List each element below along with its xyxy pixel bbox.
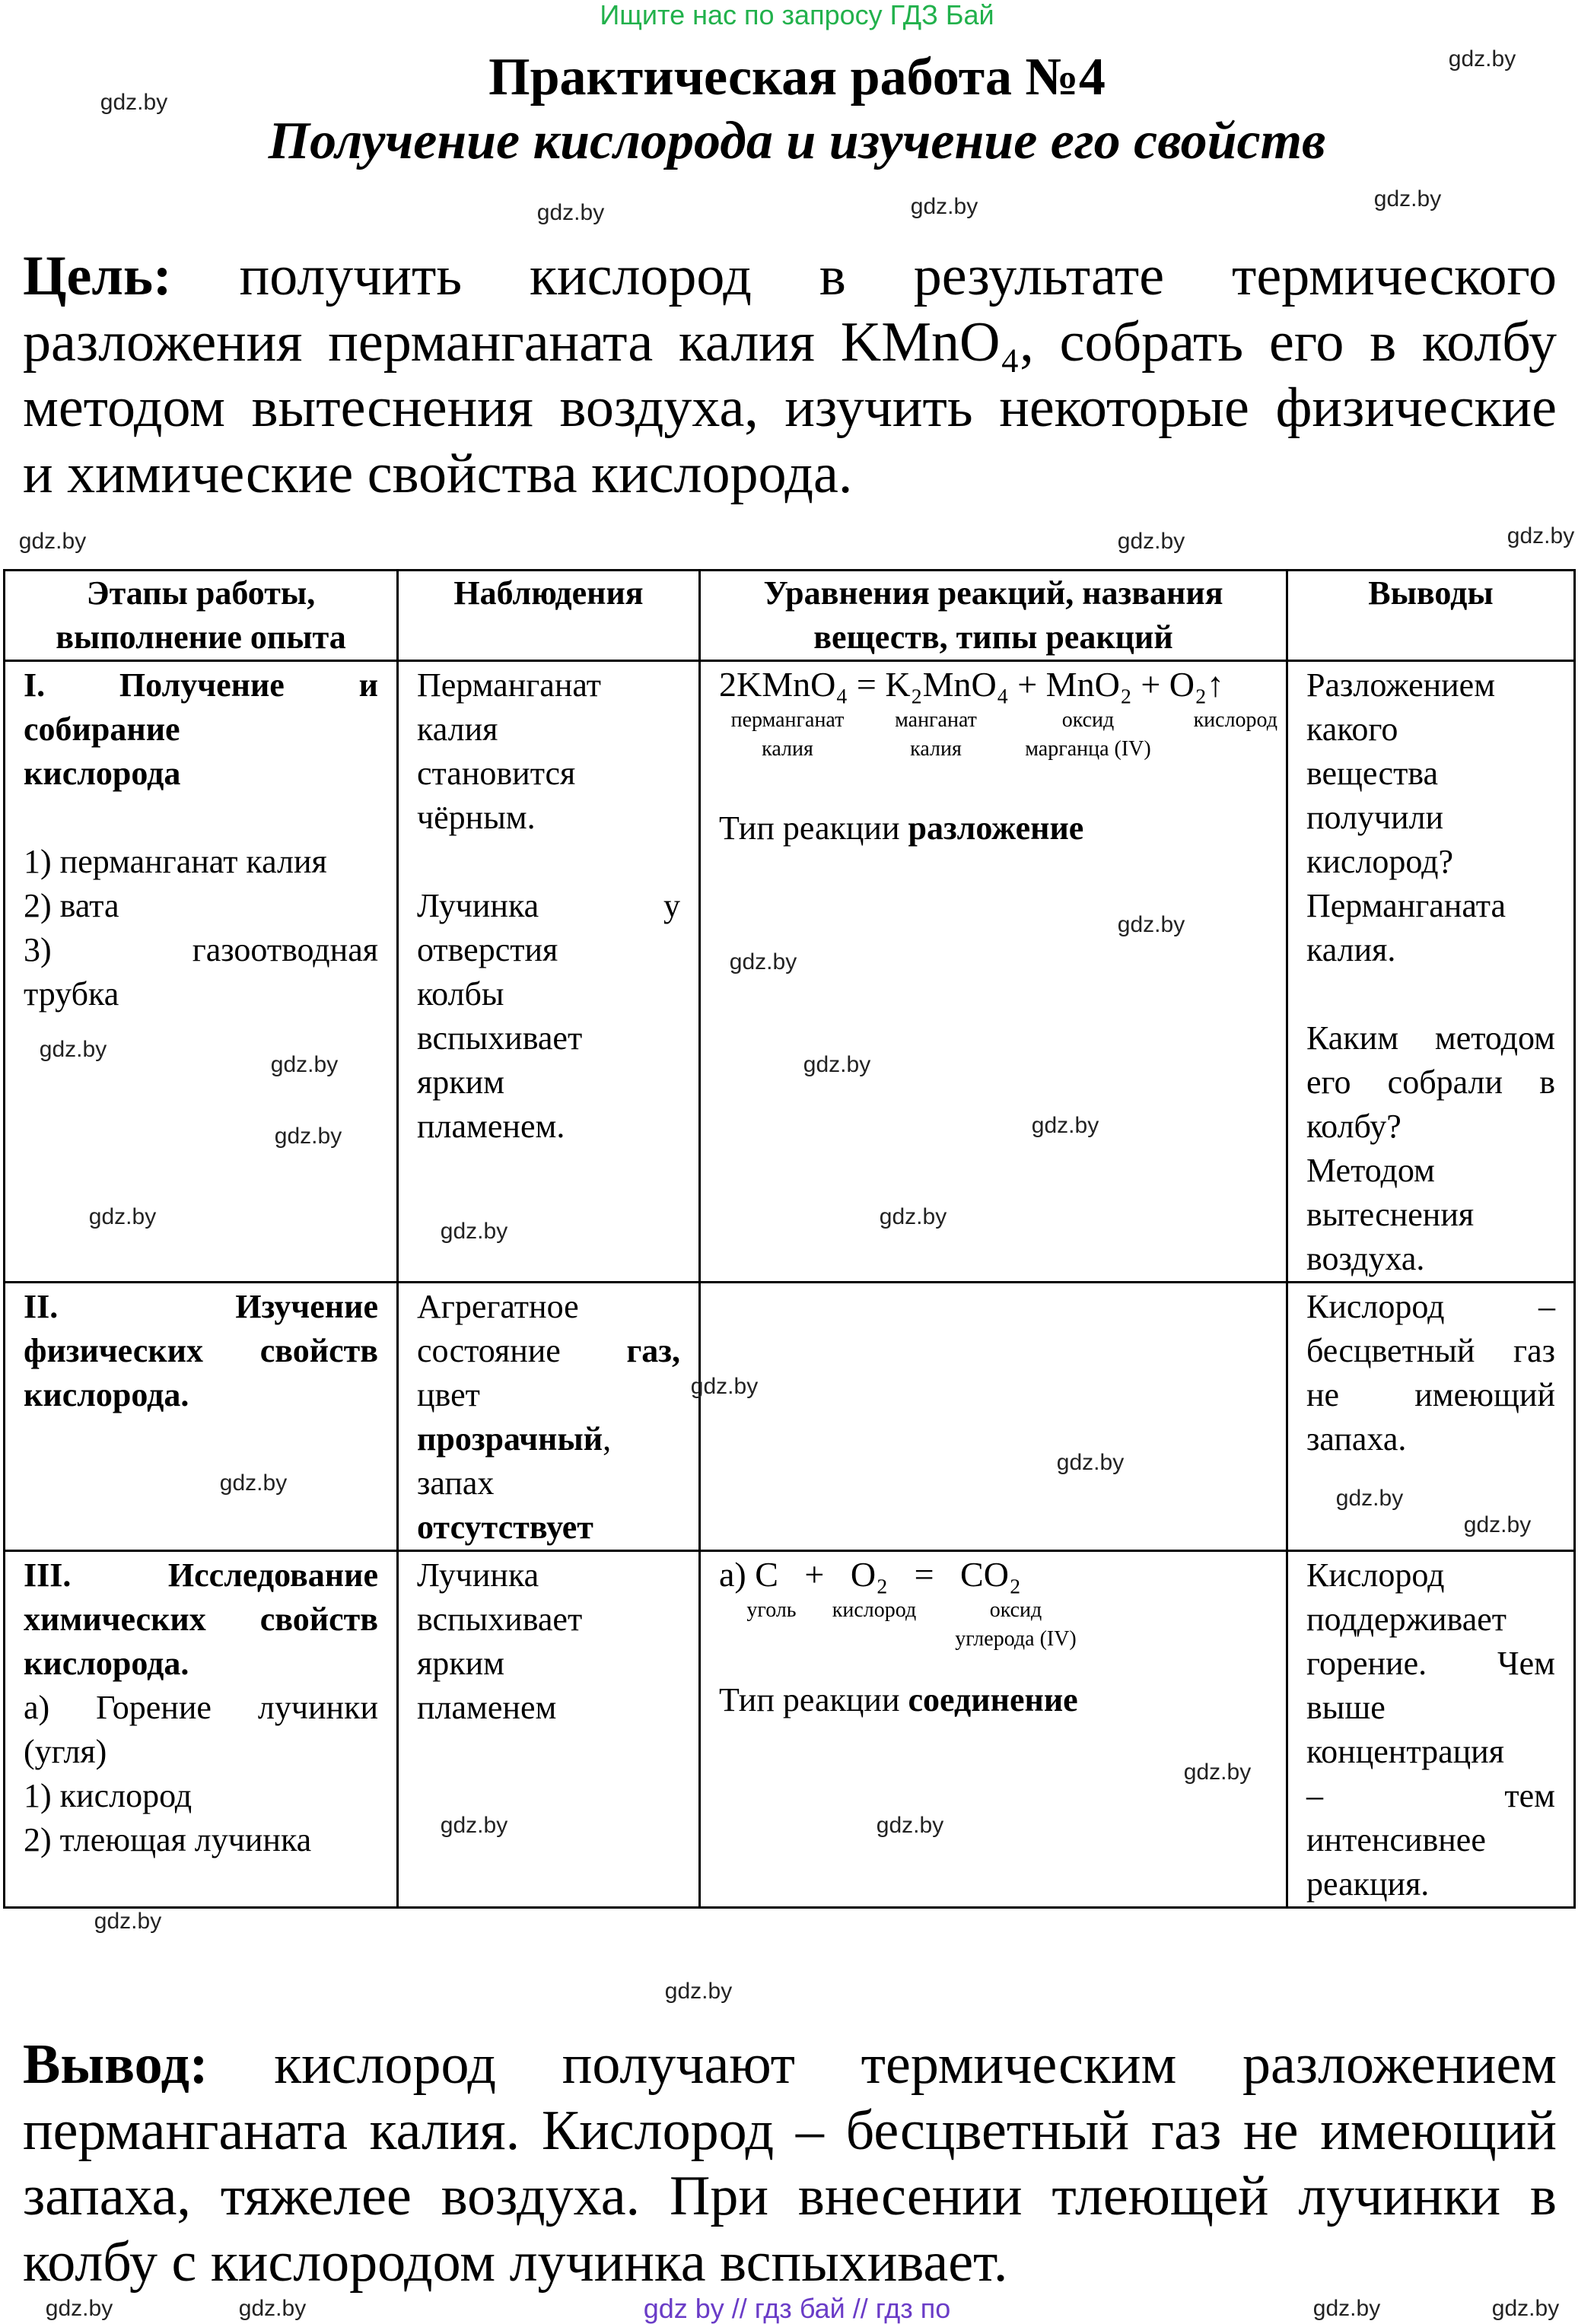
equation: 2KMnO₄ = K₂MnO₄ + MnO₂ + O₂↑ <box>719 665 1225 704</box>
stage-cell <box>5 1283 398 1551</box>
goal-line: разложения перманганата калия KMnO₄, собрать его в колбу <box>23 310 1557 374</box>
page-subtitle: Получение кислорода и изучение его свойств <box>268 112 1326 170</box>
equation-label: уголь <box>746 1598 797 1622</box>
equation-cell <box>700 1551 1287 1908</box>
cell-line: запах <box>417 1464 495 1502</box>
watermark: gdz.by <box>1312 2296 1381 2321</box>
cell-text: состояние <box>417 1332 627 1369</box>
cell-line: чёрным. <box>417 799 536 836</box>
cell-line: не имеющий <box>1306 1376 1555 1413</box>
cell-line: – тем <box>1306 1777 1555 1814</box>
watermark: gdz.by <box>1448 46 1516 72</box>
cell-line: какого <box>1306 711 1398 748</box>
cell-line: а) Горение лучинки <box>24 1689 378 1726</box>
goal-line: и химические свойства кислорода. <box>23 442 853 505</box>
watermark: gdz.by <box>440 1813 508 1838</box>
cell-line: выше <box>1306 1689 1386 1726</box>
watermark: gdz.by <box>100 90 168 115</box>
header-equations: Уравнения реакций, названия веществ, типы реакций <box>700 571 1287 661</box>
conclusions-cell <box>1287 1283 1575 1551</box>
watermark: gdz.by <box>440 1219 508 1244</box>
observations-cell <box>398 1283 700 1551</box>
cell-line: вспыхивает <box>417 1019 583 1057</box>
equation-label: оксид марганца (IV) <box>1025 708 1151 761</box>
cell-line: реакция. <box>1306 1865 1430 1903</box>
cell-line: вспыхивает <box>417 1601 583 1638</box>
cell-line: трубка <box>24 975 119 1013</box>
watermark: gdz.by <box>729 949 797 974</box>
cell-line: бесцветный газ <box>1306 1332 1555 1369</box>
cell-line: пламенем <box>417 1689 557 1726</box>
cell-line: колбу? <box>1306 1108 1402 1145</box>
cell-line <box>417 1417 680 1461</box>
goal-line: методом вытеснения воздуха, изучить некоторые физические <box>23 377 1557 439</box>
watermark: gdz.by <box>690 1374 759 1399</box>
cell-line: I. Получение и <box>24 666 378 704</box>
cell-line: Кислород – <box>1306 1288 1555 1325</box>
conclusions-cell <box>1287 1551 1575 1908</box>
cell-line: Каким методом <box>1306 1019 1555 1057</box>
watermark: gdz.by <box>1031 1113 1099 1138</box>
cell-line: 2) тлеющая лучинка <box>24 1821 312 1858</box>
watermark: gdz.by <box>1491 2296 1560 2321</box>
watermark: gdz.by <box>1507 523 1575 548</box>
cell-line: отсутствует <box>417 1509 593 1546</box>
cell-line: горение. Чем <box>1306 1645 1555 1682</box>
cell-line: кислорода. <box>24 1645 189 1682</box>
conclusion-label: Вывод: <box>23 2033 208 2096</box>
watermark: gdz.by <box>910 194 978 219</box>
cell-line: физических свойств <box>24 1332 378 1369</box>
watermark: gdz.by <box>45 2296 113 2321</box>
cell-line: 1) перманганат калия <box>24 843 327 880</box>
observations-cell <box>398 1551 700 1908</box>
equation-cell <box>700 1283 1287 1551</box>
watermark: gdz.by <box>270 1052 339 1077</box>
watermark: gdz.by <box>39 1037 107 1062</box>
equation: а) C + O₂ = CO₂ <box>719 1555 1021 1594</box>
cell-text: газ, <box>626 1332 680 1369</box>
table-row <box>5 1551 1575 1908</box>
cell-line: III. Исследование <box>24 1556 378 1594</box>
watermark: gdz.by <box>1335 1486 1404 1511</box>
goal-label: Цель: <box>23 245 172 307</box>
cell-line: Разложением <box>1306 666 1496 704</box>
watermark: gdz.by <box>1056 1450 1125 1475</box>
conclusion-line: перманганата калия. Кислород – бесцветный газ не имеющий <box>23 2099 1557 2162</box>
equation-label: манганат калия <box>895 708 977 761</box>
watermark: gdz.by <box>1183 1760 1252 1785</box>
cell-line: Методом <box>1306 1152 1435 1189</box>
cell-line: Лучинка <box>417 1556 539 1594</box>
cell-line <box>417 840 680 884</box>
cell-line: интенсивнее <box>1306 1821 1486 1858</box>
cell-line: 2) вата <box>24 887 119 924</box>
cell-line: кислород? <box>1306 843 1454 880</box>
cell-line: 1) кислород <box>24 1777 192 1814</box>
goal-line: Цель: получить кислород в результате термического <box>23 245 1557 307</box>
cell-line: ярким <box>417 1645 505 1682</box>
header-conclusions: Выводы <box>1287 571 1575 661</box>
cell-line: колбы <box>417 975 504 1013</box>
search-hint: Ищите нас по запросу ГДЗ Бай <box>600 0 994 30</box>
cell-line: Кислород <box>1306 1556 1445 1594</box>
cell-line: воздуха. <box>1306 1240 1425 1277</box>
cell-line: собирание <box>24 711 180 748</box>
watermark: gdz.by <box>1117 912 1185 937</box>
watermark: gdz.by <box>88 1204 157 1229</box>
footer-links[interactable]: gdz by // гдз бай // гдз по <box>643 2293 951 2324</box>
header-stages: Этапы работы, выполнение опыта <box>5 571 398 661</box>
cell-line: Перманганат <box>417 666 601 704</box>
watermark: gdz.by <box>18 529 87 554</box>
cell-line: запаха. <box>1306 1420 1407 1458</box>
cell-line: кислорода. <box>24 1376 189 1413</box>
cell-line: Агрегатное <box>417 1288 579 1325</box>
reaction-type: Тип реакции разложение <box>719 809 1084 847</box>
watermark: gdz.by <box>1117 529 1185 554</box>
equation-label: оксид углерода (IV) <box>955 1598 1077 1651</box>
cell-line: химических свойств <box>24 1601 378 1638</box>
conclusion-line: Вывод: кислород получают термическим разложением <box>23 2033 1557 2096</box>
cell-line <box>417 1329 680 1373</box>
cell-text: прозрачный <box>417 1420 603 1458</box>
conclusion-line: запаха, тяжелее воздуха. При внесении тлеющей лучинки в <box>23 2165 1557 2227</box>
watermark: gdz.by <box>238 2296 307 2321</box>
equation-label: кислород <box>832 1598 917 1622</box>
cell-line: становится <box>417 755 576 792</box>
observations-cell <box>398 661 700 1283</box>
conclusions-cell <box>1287 661 1575 1283</box>
conclusion-paragraph <box>23 2032 1557 2295</box>
conclusion-line: колбу с кислородом лучинка вспыхивает. <box>23 2230 1008 2294</box>
cell-line <box>24 796 378 840</box>
cell-line: отверстия <box>417 931 558 968</box>
cell-line: вытеснения <box>1306 1196 1475 1233</box>
header-observations: Наблюдения <box>398 571 700 661</box>
watermark: gdz.by <box>274 1124 342 1149</box>
cell-line <box>1306 972 1555 1016</box>
goal-paragraph <box>23 243 1557 507</box>
cell-line: калия <box>417 711 498 748</box>
work-table <box>3 569 1576 1909</box>
cell-line: ярким <box>417 1063 505 1101</box>
cell-line: Перманганата <box>1306 887 1507 924</box>
watermark: gdz.by <box>1463 1512 1532 1537</box>
equation-label: кислород <box>1193 708 1277 732</box>
watermark: gdz.by <box>536 200 605 225</box>
watermark: gdz.by <box>219 1470 288 1496</box>
cell-line: пламенем. <box>417 1108 565 1145</box>
table-header-row <box>5 571 1575 661</box>
cell-line: поддерживает <box>1306 1601 1507 1638</box>
cell-text: , <box>603 1420 612 1458</box>
watermark: gdz.by <box>803 1052 871 1077</box>
cell-line: 3) газоотводная <box>24 931 378 968</box>
cell-line: его собрали в <box>1306 1063 1555 1101</box>
watermark: gdz.by <box>94 1909 162 1934</box>
cell-line: калия. <box>1306 931 1396 968</box>
cell-line: кислорода <box>24 755 181 792</box>
cell-line: концентрация <box>1306 1733 1504 1770</box>
cell-line: Лучинка у <box>417 887 680 924</box>
cell-line: получили <box>1306 799 1444 836</box>
cell-line: (угля) <box>24 1733 107 1770</box>
stage-cell <box>5 1551 398 1908</box>
cell-line: цвет <box>417 1376 480 1413</box>
watermark: gdz.by <box>1373 186 1442 211</box>
watermark: gdz.by <box>664 1979 733 2004</box>
cell-line: вещества <box>1306 755 1439 792</box>
stage-cell <box>5 661 398 1283</box>
cell-line: II. Изучение <box>24 1288 378 1325</box>
equation-label: перманганат калия <box>730 708 845 761</box>
page-title: Практическая работа №4 <box>488 48 1106 107</box>
watermark: gdz.by <box>876 1813 944 1838</box>
watermark: gdz.by <box>879 1204 947 1229</box>
reaction-type: Тип реакции соединение <box>719 1681 1078 1718</box>
